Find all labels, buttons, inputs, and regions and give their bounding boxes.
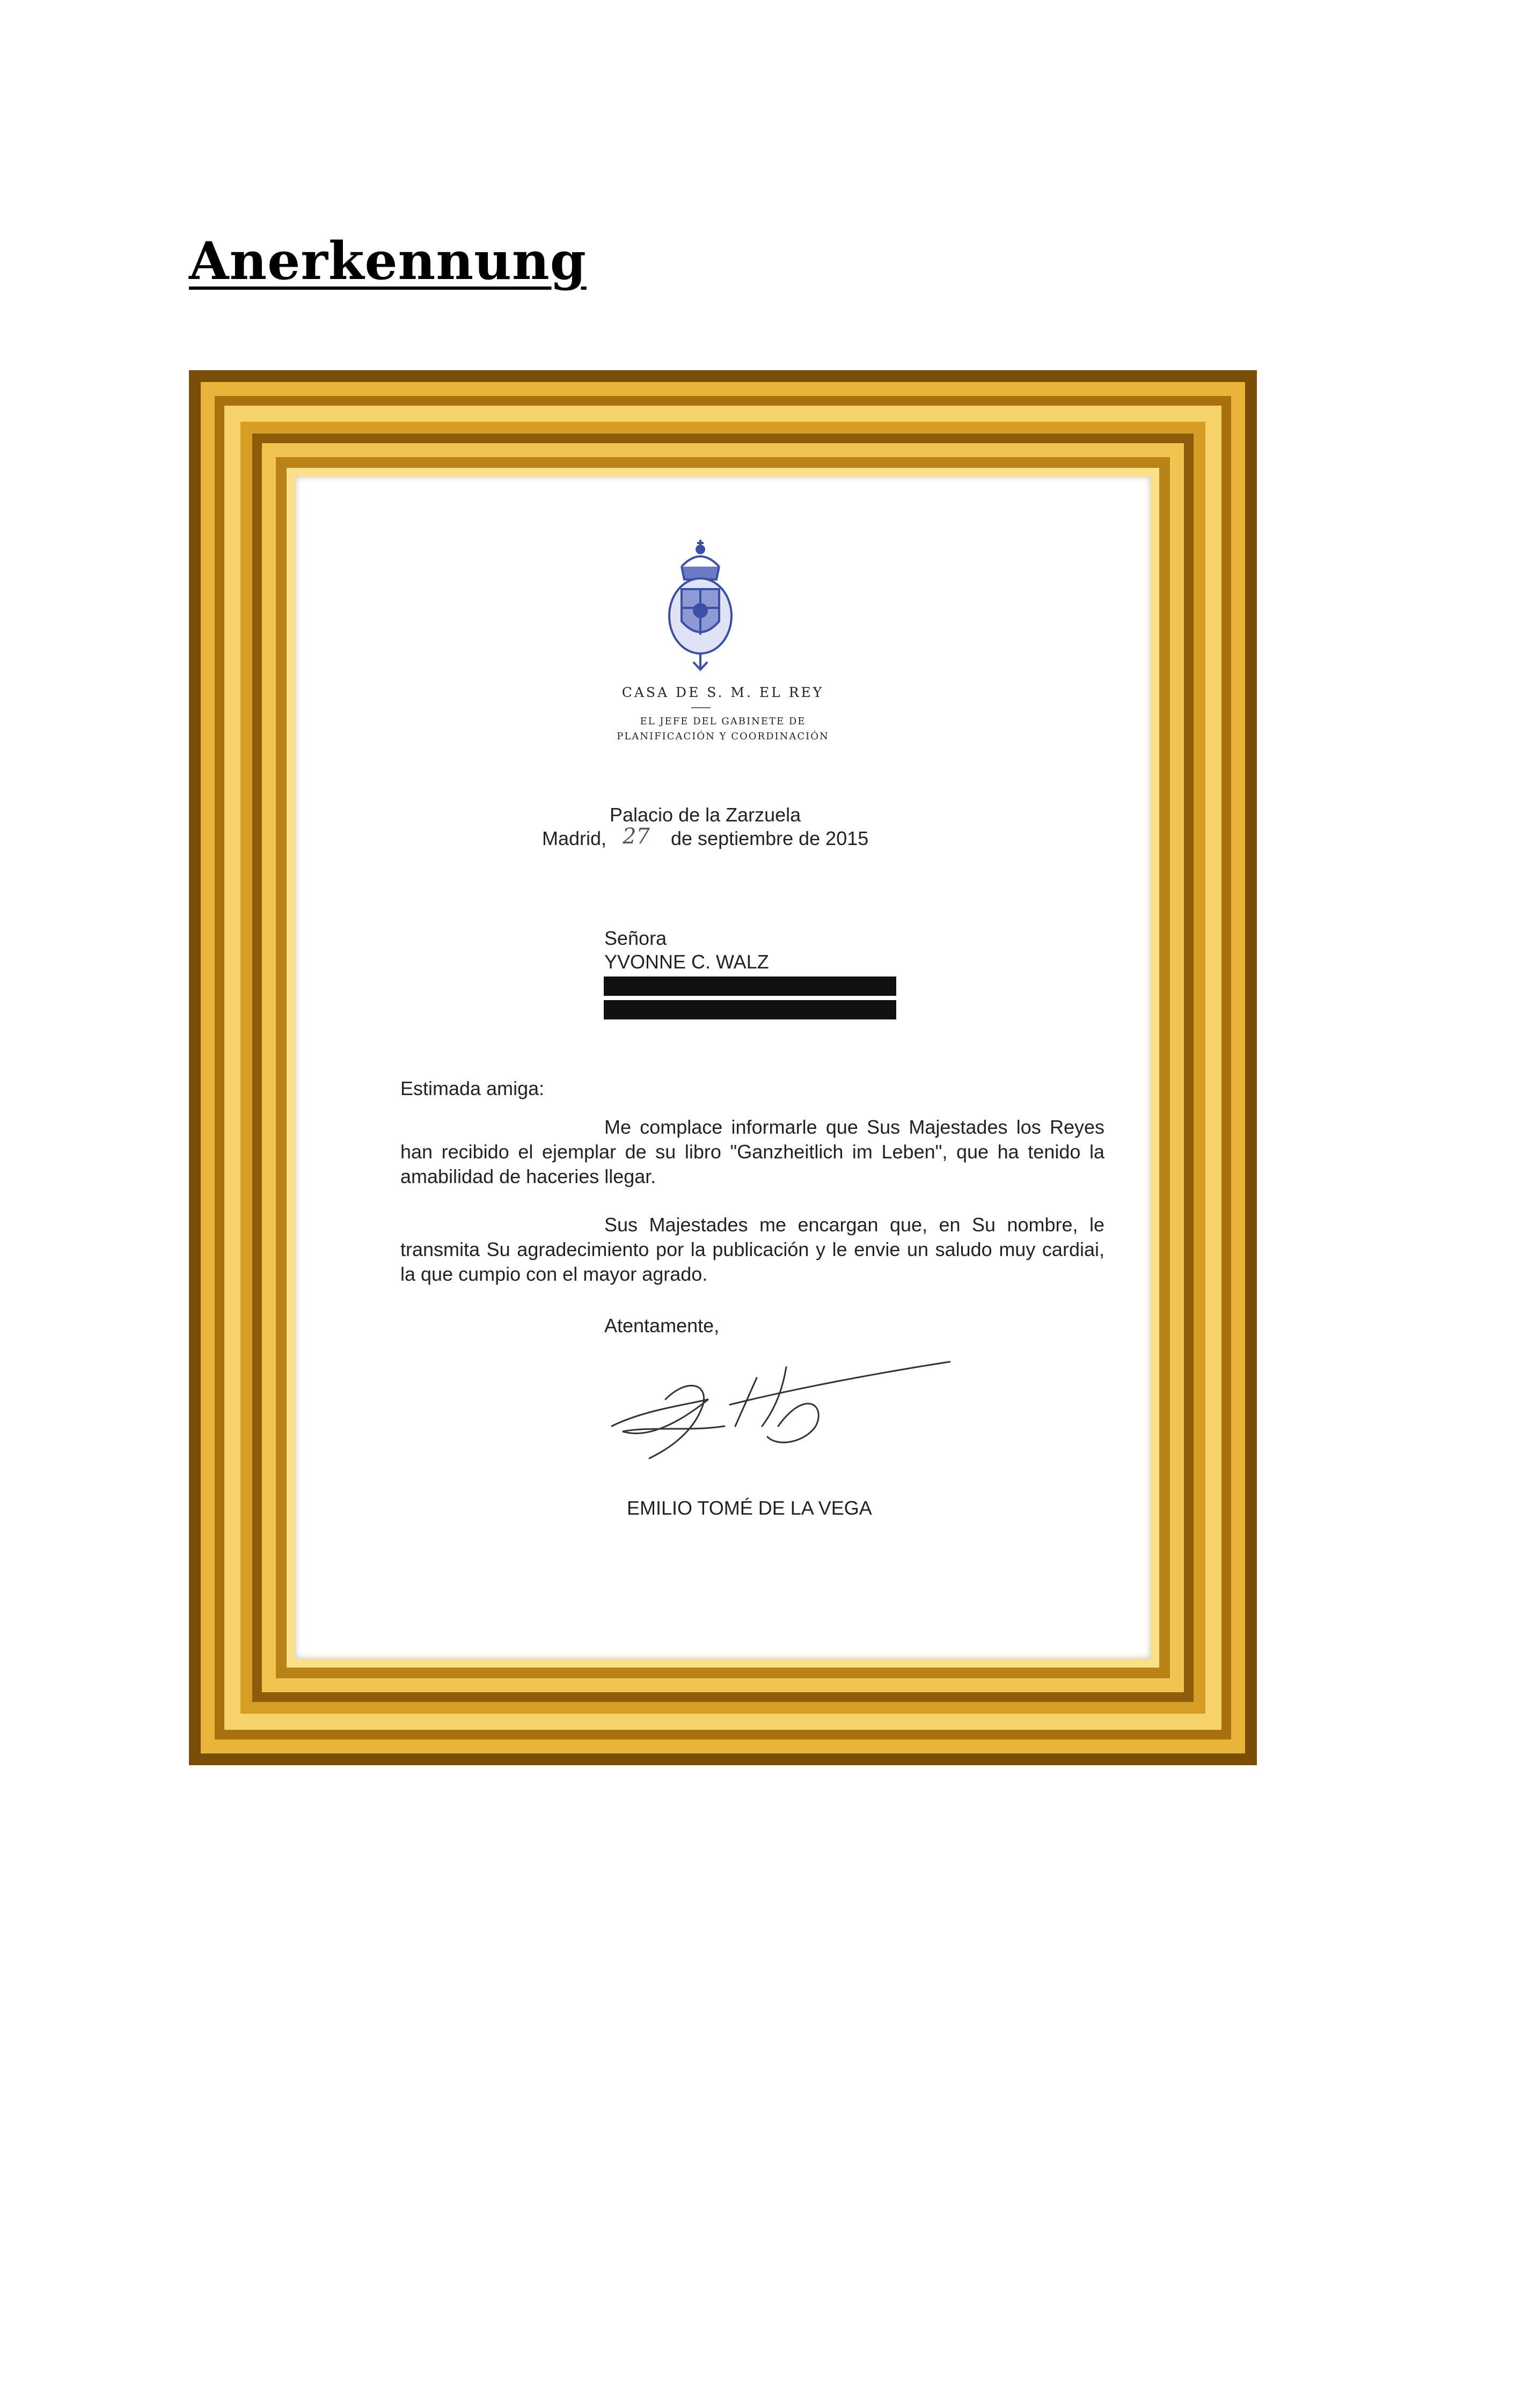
signer-name: EMILIO TOMÉ DE LA VEGA — [627, 1497, 872, 1519]
addressee-title: Señora — [604, 927, 667, 949]
letter-date-day-handwritten: 27 — [623, 824, 650, 849]
page-title: Anerkennung — [189, 231, 587, 291]
addressee-name: YVONNE C. WALZ — [604, 951, 769, 973]
letter-closing: Atentamente, — [604, 1315, 720, 1337]
letterhead-department-line2: PLANIFICACIÓN Y COORDINACIÓN — [617, 731, 829, 742]
letter-paragraph: Me complace informarle que Sus Majestades los Reyes han recibido el ejemplar de su libro "Ganzheitlich im Leben", que ha tenido la amabilidad de haceries llegar. — [400, 1116, 1104, 1187]
letterhead-house: CASA DE S. M. EL REY — [621, 685, 824, 700]
letter-date-month-year: de septiembre de 2015 — [671, 827, 869, 849]
letter-document — [295, 476, 1151, 1659]
redaction-bar — [604, 1000, 896, 1019]
redaction-bar — [604, 977, 896, 996]
letter-paragraph: Sus Majestades me encargan que, en Su nombre, le transmita Su agradecimiento por la publicación y le envie un saludo muy cardiai, la que cumpio con el mayor agrado. — [400, 1214, 1104, 1285]
royal-coat-of-arms-icon — [660, 535, 741, 675]
gold-picture-frame — [189, 370, 1257, 1765]
letter-date-city: Madrid, — [542, 827, 607, 849]
letterhead-department-line1: EL JEFE DEL GABINETE DE — [640, 716, 806, 727]
letterhead-divider — [691, 707, 711, 708]
letter-place: Palacio de la Zarzuela — [610, 804, 801, 826]
signature-icon — [601, 1346, 966, 1485]
letter-salutation: Estimada amiga: — [400, 1077, 545, 1099]
